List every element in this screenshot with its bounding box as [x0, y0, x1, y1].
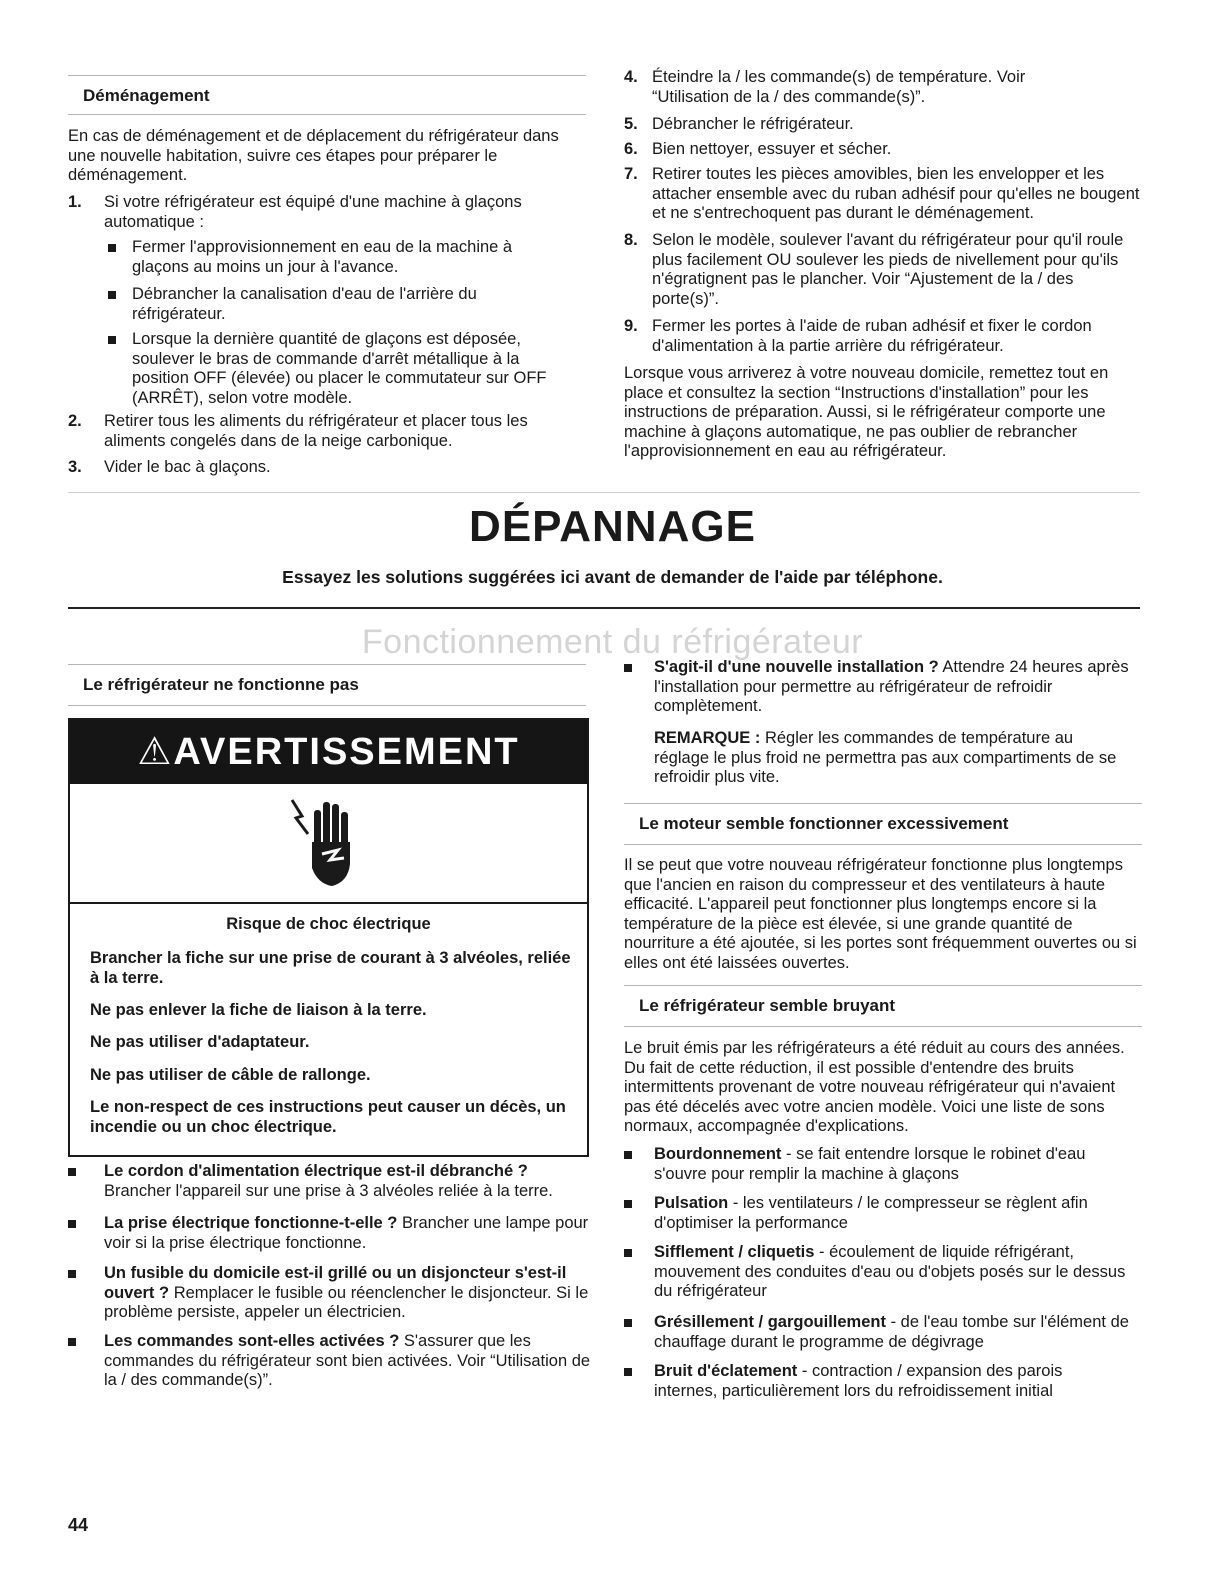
divider — [68, 492, 1140, 493]
page-subtitle: Essayez les solutions suggérées ici avant de demander de l'aide par téléphone. — [282, 567, 943, 587]
moving-subbullet-1: Fermer l'approvisionnement en eau de la machine à glaçons au moins un jour à l'avance. — [108, 238, 548, 277]
bullet-icon — [624, 664, 632, 672]
motor-heading: Le moteur semble fonctionner excessivement — [639, 814, 1009, 833]
warning-line-5: Le non-respect de ces instructions peut causer un décès, un incendie ou un choc électrique. — [90, 1098, 566, 1136]
warning-line-4: Ne pas utiliser de câble de rallonge. — [90, 1066, 371, 1084]
sound-item: Bourdonnement - se fait entendre lorsque le robinet d'eau s'ouvre pour remplir la machine à glaçons — [624, 1145, 1129, 1184]
bullet-icon — [68, 1220, 76, 1228]
check-item: Le cordon d'alimentation électrique est-il débranché ? Brancher l'appareil sur une prise à 3 alvéoles reliée à la terre. — [68, 1162, 593, 1201]
bullet-icon — [108, 336, 116, 344]
sound-item: Sifflement / cliquetis - écoulement de liquide réfrigérant, mouvement des conduites d'eau ou d'objets posés sur le dessus du réfrigérateur — [624, 1243, 1129, 1302]
motor-text: Il se peut que votre nouveau réfrigérateur fonctionne plus longtemps que l'ancien en raison du compresseur et des ventilateurs à haute efficacité. L'appareil peut fonctionner plus longtemps encore si la température de la pièce est élevée, si une grande quantité de nourriture a été ajoutée, si les portes sont fréquemment ouvertes ou si elles ont été laissées ouvertes. — [624, 856, 1137, 972]
moving-step-8: 8. Selon le modèle, soulever l'avant du réfrigérateur pour qu'il roule plus facilement OU soulever les pieds de nivellement pour qu'ils n'égratignent pas le plancher. Voir “Ajustement de la / des porte(s)”. — [624, 231, 1124, 308]
bullet-icon — [624, 1368, 632, 1376]
warning-triangle-icon: ⚠ — [137, 731, 174, 773]
divider — [68, 607, 1140, 609]
section-title: Fonctionnement du réfrigérateur — [361, 623, 864, 661]
check-item: Un fusible du domicile est-il grillé ou un disjoncteur s'est-il ouvert ? Remplacer le fusible ou réenclencher le disjoncteur. Si le problème persiste, appeler un électricien. — [68, 1264, 593, 1323]
warning-line-3: Ne pas utiliser d'adaptateur. — [90, 1033, 310, 1051]
moving-heading-bar — [68, 75, 586, 115]
moving-step-2: 2. Retirer tous les aliments du réfrigérateur et placer tous les aliments congelés dans de la neige carbonique. — [68, 412, 528, 450]
moving-subbullet-3: Lorsque la dernière quantité de glaçons est déposée, soulever le bras de commande d'arrêt métallique à la position OFF (élevée) ou placer le commutateur sur OFF (ARRÊT), selon votre modèle. — [108, 330, 558, 408]
bullet-icon — [68, 1270, 76, 1278]
bullet-icon — [68, 1338, 76, 1346]
warning-icon-area — [70, 784, 587, 904]
warning-risk: Risque de choc électrique — [226, 915, 431, 933]
check-item: S'agit-il d'une nouvelle installation ? Attendre 24 heures après l'installation pour permettre au réfrigérateur de refroidir complètement. — [624, 658, 1139, 717]
moving-closing: Lorsque vous arriverez à votre nouveau domicile, remettez tout en place et consultez la section “Instructions d'installation” pour les instructions de préparation. Aussi, si le réfrigérateur comporte une machine à glaçons automatique, ne pas oublier de rebrancher l'approvisionnement en eau au réfrigérateur. — [624, 364, 1109, 460]
noisy-text: Le bruit émis par les réfrigérateurs a été réduit au cours des années. Du fait de cette réduction, il est possible d'entendre des bruits intermittents provenant de votre nouveau réfrigérateur qui n'avaient pas été décelés avec votre ancien modèle. Voici une liste de sons normaux, accompagnée d'explications. — [624, 1039, 1125, 1135]
bullet-icon — [624, 1319, 632, 1327]
moving-step-5: 5. Débrancher le réfrigérateur. — [624, 115, 854, 133]
page-number: 44 — [68, 1515, 89, 1535]
page-title: DÉPANNAGE — [469, 502, 756, 551]
moving-heading: Déménagement — [83, 86, 210, 105]
warning-line-1: Brancher la fiche sur une prise de courant à 3 alvéoles, reliée à la terre. — [90, 949, 571, 987]
moving-step-4: 4. Éteindre la / les commande(s) de température. Voir “Utilisation de la / des commande(s)”. — [624, 68, 1026, 106]
bullet-icon — [624, 1249, 632, 1257]
sound-item: Grésillement / gargouillement - de l'eau tombe sur l'élément de chauffage durant le programme de dégivrage — [624, 1313, 1129, 1352]
warning-box — [68, 718, 589, 1157]
check-item: Les commandes sont-elles activées ? S'assurer que les commandes du réfrigérateur sont bien activées. Voir “Utilisation de la / des commande(s)”. — [68, 1332, 593, 1391]
moving-step-7: 7. Retirer toutes les pièces amovibles, bien les envelopper et les attacher ensemble avec du ruban adhésif pour qu'elles ne bougent et ne s'entrechoquent pas durant le déménagement. — [624, 165, 1140, 222]
not-working-heading: Le réfrigérateur ne fonctionne pas — [83, 675, 359, 694]
moving-step-1: 1. Si votre réfrigérateur est équipé d'une machine à glaçons automatique : — [68, 193, 522, 231]
bullet-icon — [108, 291, 116, 299]
sound-item: Bruit d'éclatement - contraction / expansion des parois internes, particulièrement lors du refroidissement initial — [624, 1362, 1129, 1401]
noisy-heading-bar — [624, 985, 1142, 1027]
moving-step-9: 9. Fermer les portes à l'aide de ruban adhésif et fixer le cordon d'alimentation à la partie arrière du réfrigérateur. — [624, 317, 1092, 355]
moving-step-6: 6. Bien nettoyer, essuyer et sécher. — [624, 140, 892, 158]
electric-shock-hand-icon — [288, 792, 368, 892]
note: REMARQUE : Régler les commandes de température au réglage le plus froid ne permettra pas aux compartiments de se refroidir plus vite. — [654, 729, 1117, 786]
bullet-icon — [108, 244, 116, 252]
noisy-heading: Le réfrigérateur semble bruyant — [639, 996, 896, 1015]
check-item: La prise électrique fonctionne-t-elle ? Brancher une lampe pour voir si la prise électrique fonctionne. — [68, 1214, 593, 1253]
sound-item: Pulsation - les ventilateurs / le compresseur se règlent afin d'optimiser la performance — [624, 1194, 1129, 1233]
bullet-icon — [624, 1200, 632, 1208]
motor-heading-bar — [624, 803, 1142, 845]
moving-subbullet-2: Débrancher la canalisation d'eau de l'arrière du réfrigérateur. — [108, 285, 548, 324]
bullet-icon — [624, 1151, 632, 1159]
not-working-heading-bar — [68, 664, 586, 706]
warning-line-2: Ne pas enlever la fiche de liaison à la terre. — [90, 1001, 427, 1019]
moving-intro: En cas de déménagement et de déplacement du réfrigérateur dans une nouvelle habitation, suivre ces étapes pour préparer le déménagement. — [68, 127, 559, 184]
moving-step-3: 3. Vider le bac à glaçons. — [68, 458, 271, 476]
warning-banner: ⚠AVERTISSEMENT — [70, 720, 587, 784]
bullet-icon — [68, 1168, 76, 1176]
